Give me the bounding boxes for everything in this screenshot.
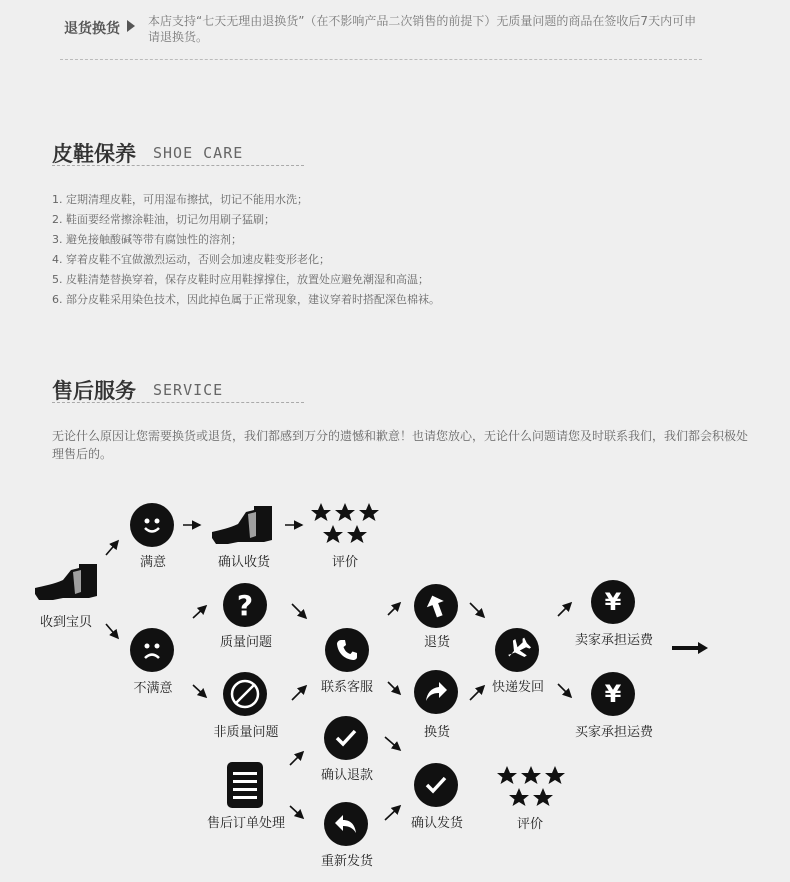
service-title-en: SERVICE	[153, 381, 224, 399]
unsatisfied-label: 不满意	[133, 681, 173, 696]
confirm-ship-label: 确认发货	[410, 816, 464, 831]
reship-label: 重新发货	[320, 854, 374, 869]
returns-label: 退货换货	[64, 21, 120, 37]
seller-shipping-label: 卖家承担运费	[574, 633, 654, 648]
list-item: 5. 皮鞋清楚替换穿着，保存皮鞋时应用鞋撑撑住，放置处应避免潮湿和高温；	[52, 273, 429, 286]
yen-icon: ¥	[591, 672, 635, 716]
buyer-shipping-label: 买家承担运费	[574, 725, 654, 740]
care-title: 皮鞋保养	[52, 142, 136, 166]
confirm-refund-label: 确认退款	[320, 768, 374, 783]
express-back-label: 快递发回	[491, 680, 545, 695]
service-text: 无论什么原因让您需要换货或退货，我们都感到万分的遗憾和歉意！也请您放心，无论什么问题请您及时联系我们，我们都会积极处理售后的。	[52, 429, 749, 461]
list-item: 2. 鞋面要经常擦涂鞋油，切记勿用刷子猛刷；	[52, 213, 275, 226]
exchange-label: 换货	[423, 725, 451, 740]
quality-issue-label: 质量问题	[219, 635, 273, 650]
review-label: 评价	[516, 817, 544, 832]
received-label: 收到宝贝	[39, 615, 93, 630]
non-quality-issue-label: 非质量问题	[213, 725, 279, 740]
list-item: 4. 穿着皮鞋不宜做激烈运动，否则会加速皮鞋变形老化；	[52, 253, 330, 266]
contact-service-label: 联系客服	[320, 680, 374, 695]
list-item: 3. 避免接触酸碱等带有腐蚀性的溶剂；	[52, 233, 242, 246]
list-item: 6. 部分皮鞋采用染色技术，因此掉色属于正常现象，建议穿着时搭配深色棉袜。	[52, 293, 440, 306]
service-title: 售后服务	[52, 379, 136, 403]
care-title-en: SHOE CARE	[153, 144, 244, 162]
review-label: 评价	[331, 555, 359, 570]
satisfied-label: 满意	[139, 555, 167, 570]
yen-icon: ¥	[591, 580, 635, 624]
confirm-receipt-label: 确认收货	[217, 555, 271, 570]
question-icon: ?	[223, 583, 267, 627]
return-label: 退货	[423, 635, 451, 650]
list-item: 1. 定期清理皮鞋，可用湿布擦拭，切记不能用水洗；	[52, 193, 308, 206]
returns-text: 本店支持“七天无理由退换货”（在不影响产品二次销售的前提下）无质量问题的商品在签收后7天内可申请退换货。	[148, 14, 697, 44]
after-sale-order-label: 售后订单处理	[206, 816, 286, 831]
